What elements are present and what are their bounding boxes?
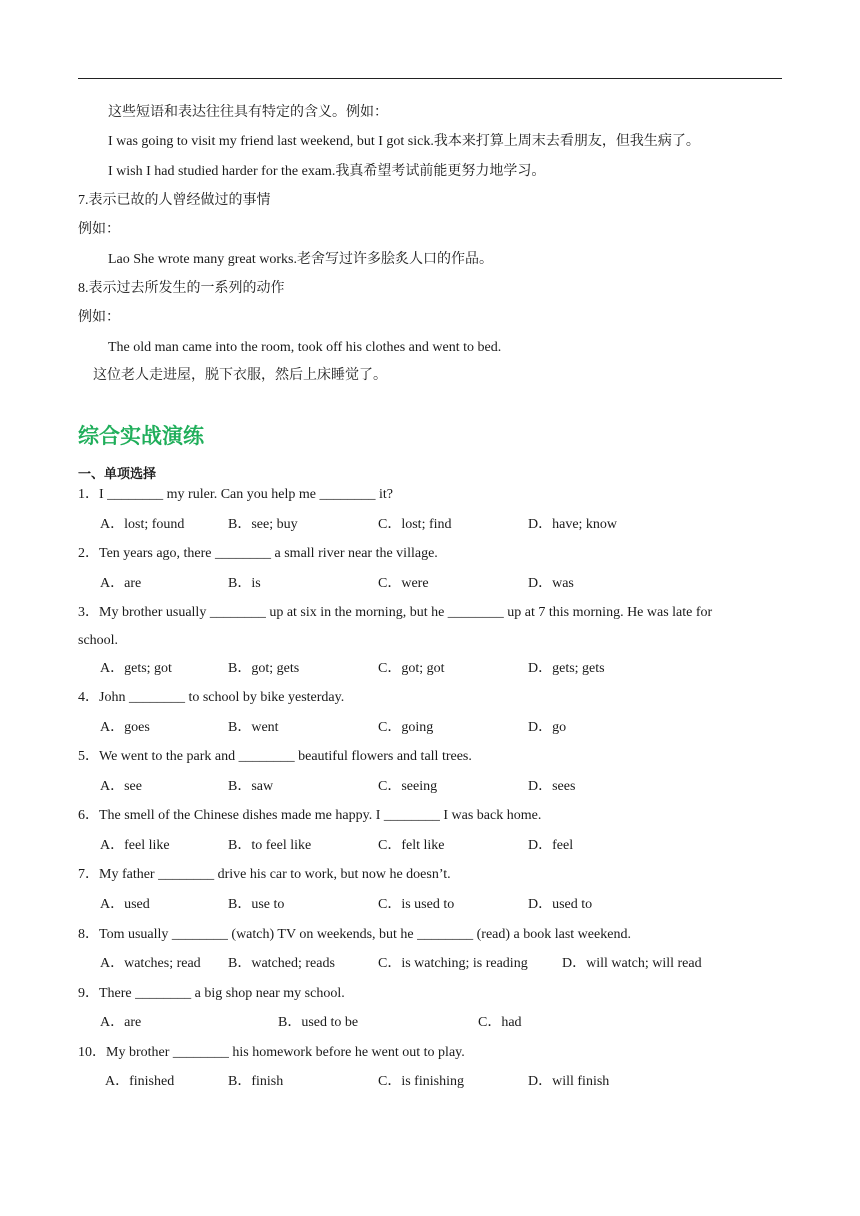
option-b[interactable]: B．saw: [228, 779, 274, 794]
option-d[interactable]: D．used to: [528, 897, 593, 912]
option-b[interactable]: B．is: [228, 576, 261, 591]
option-c[interactable]: C．got; got: [378, 661, 445, 676]
intro-text: 这些短语和表达往往具有特定的含义。例如：: [108, 105, 388, 120]
option-b[interactable]: B．used to be: [278, 1015, 359, 1030]
question-stem: 8．Tom usually ________ (watch) TV on weekends, but he ________ (read) a book last weekend.: [78, 927, 631, 942]
usage-point-heading: 7.表示已故的人曾经做过的事情: [78, 193, 271, 208]
example-sentence: I was going to visit my friend last weekend, but I got sick.我本来打算上周末去看朋友，但我生病了。: [108, 134, 700, 149]
usage-point-heading: 8.表示过去所发生的一系列的动作: [78, 281, 285, 296]
question-stem: 7．My father ________ drive his car to work, but now he doesn’t.: [78, 867, 451, 882]
option-a[interactable]: A．gets; got: [100, 661, 172, 676]
question-stem: 2．Ten years ago, there ________ a small river near the village.: [78, 546, 438, 561]
question-stem: 6．The smell of the Chinese dishes made me happy. I ________ I was back home.: [78, 808, 542, 823]
example-sentence: I wish I had studied harder for the exam.我真希望考试前能更努力地学习。: [108, 164, 546, 179]
option-c[interactable]: C．going: [378, 720, 434, 735]
option-b[interactable]: B．see; buy: [228, 517, 298, 532]
example-sentence: The old man came into the room, took off his clothes and went to bed.: [108, 340, 502, 355]
option-a[interactable]: A．are: [100, 576, 142, 591]
option-c[interactable]: C．is watching; is reading: [378, 956, 528, 971]
option-b[interactable]: B．went: [228, 720, 279, 735]
option-a[interactable]: A．lost; found: [100, 517, 185, 532]
option-c[interactable]: C．seeing: [378, 779, 438, 794]
option-c[interactable]: C．had: [478, 1015, 522, 1030]
option-a[interactable]: A．watches; read: [100, 956, 201, 971]
option-d[interactable]: D．will watch; will read: [562, 956, 702, 971]
question-stem: 5．We went to the park and ________ beautiful flowers and tall trees.: [78, 749, 472, 764]
option-c[interactable]: C．felt like: [378, 838, 445, 853]
option-b[interactable]: B．watched; reads: [228, 956, 335, 971]
option-a[interactable]: A．feel like: [100, 838, 170, 853]
option-a[interactable]: A．goes: [100, 720, 150, 735]
option-d[interactable]: D．was: [528, 576, 574, 591]
option-c[interactable]: C．is used to: [378, 897, 455, 912]
section-subtitle: 一、单项选择: [78, 467, 157, 482]
option-c[interactable]: C．were: [378, 576, 429, 591]
header-rule: [78, 78, 782, 79]
option-b[interactable]: B．to feel like: [228, 838, 312, 853]
question-stem: 10．My brother ________ his homework before he went out to play.: [78, 1045, 465, 1060]
example-label: 例如：: [78, 310, 120, 325]
option-d[interactable]: D．will finish: [528, 1074, 610, 1089]
question-stem: 4．John ________ to school by bike yesterday.: [78, 690, 345, 705]
example-sentence: Lao She wrote many great works.老舍写过许多脍炙人口的作品。: [108, 252, 493, 267]
question-stem: 1．I ________ my ruler. Can you help me ________ it?: [78, 487, 393, 502]
question-stem: 9．There ________ a big shop near my school.: [78, 986, 345, 1001]
option-c[interactable]: C．lost; find: [378, 517, 452, 532]
option-b[interactable]: B．use to: [228, 897, 285, 912]
option-a[interactable]: A．used: [100, 897, 150, 912]
option-d[interactable]: D．have; know: [528, 517, 618, 532]
section-title: 综合实战演练: [78, 424, 204, 448]
option-a[interactable]: A．see: [100, 779, 142, 794]
question-stem: 3．My brother usually ________ up at six in the morning, but he ________ up at 7 this morning. He was late for: [78, 605, 713, 620]
option-b[interactable]: B．finish: [228, 1074, 284, 1089]
question-stem-continued: school.: [78, 633, 119, 648]
option-c[interactable]: C．is finishing: [378, 1074, 464, 1089]
example-label: 例如：: [78, 222, 120, 237]
option-d[interactable]: D．go: [528, 720, 567, 735]
option-d[interactable]: D．gets; gets: [528, 661, 605, 676]
option-d[interactable]: D．feel: [528, 838, 574, 853]
example-translation: 这位老人走进屋，脱下衣服，然后上床睡觉了。: [93, 368, 387, 383]
option-a[interactable]: A．finished: [105, 1074, 175, 1089]
option-d[interactable]: D．sees: [528, 779, 576, 794]
option-b[interactable]: B．got; gets: [228, 661, 300, 676]
option-a[interactable]: A．are: [100, 1015, 142, 1030]
